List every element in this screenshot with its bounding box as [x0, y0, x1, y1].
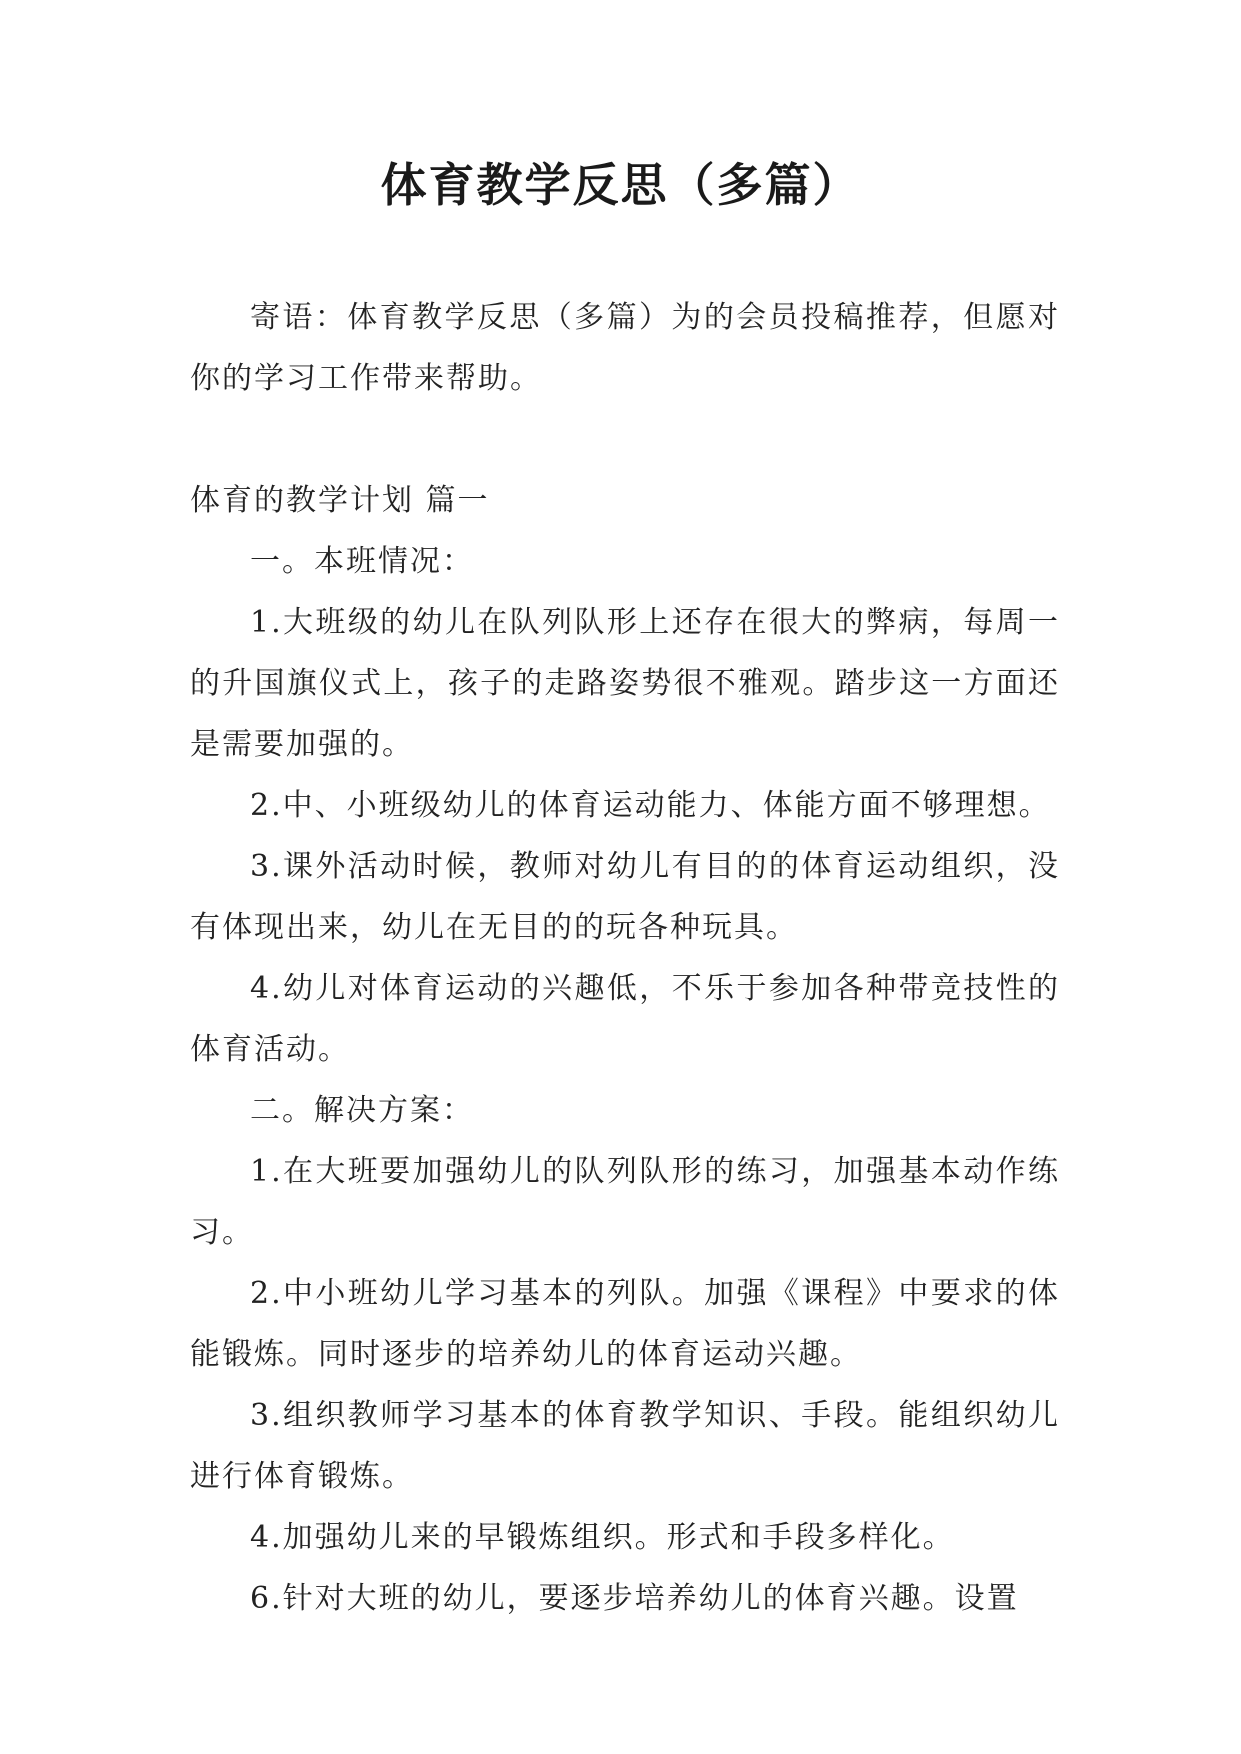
- body-paragraph: 4.幼儿对体育运动的兴趣低，不乐于参加各种带竞技性的体育活动。: [190, 971, 1060, 1067]
- section-heading: 体育的教学计划 篇一: [190, 483, 490, 518]
- body-paragraph: 1.在大班要加强幼儿的队列队形的练习，加强基本动作练习。: [190, 1154, 1060, 1250]
- body-paragraph: 3.课外活动时候，教师对幼儿有目的的体育运动组织，没有体现出来，幼儿在无目的的玩各种玩具。: [190, 849, 1060, 945]
- body-paragraph: 2.中、小班级幼儿的体育运动能力、体能方面不够理想。: [250, 788, 1051, 823]
- paragraph-spacer: [190, 409, 1060, 470]
- body-paragraph: 4.加强幼儿来的早锻炼组织。形式和手段多样化。: [250, 1520, 955, 1555]
- intro-paragraph: 寄语：体育教学反思（多篇）为的会员投稿推荐，但愿对你的学习工作带来帮助。: [190, 300, 1060, 396]
- document-title: 体育教学反思（多篇）: [380, 158, 861, 212]
- subsection-heading: 二。解决方案：: [250, 1093, 474, 1128]
- body-paragraph: 3.组织教师学习基本的体育教学知识、手段。能组织幼儿进行体育锻炼。: [190, 1398, 1060, 1494]
- body-paragraph: 1.大班级的幼儿在队列队形上还存在很大的弊病，每周一的升国旗仪式上，孩子的走路姿势很不雅观。踏步这一方面还是需要加强的。: [190, 605, 1060, 762]
- subsection-heading: 一。本班情况：: [250, 544, 474, 579]
- body-paragraph: 6.针对大班的幼儿，要逐步培养幼儿的体育兴趣。设置: [250, 1581, 1019, 1616]
- body-paragraph: 2.中小班幼儿学习基本的列队。加强《课程》中要求的体能锻炼。同时逐步的培养幼儿的体育运动兴趣。: [190, 1276, 1060, 1372]
- document-body: [190, 287, 1060, 1629]
